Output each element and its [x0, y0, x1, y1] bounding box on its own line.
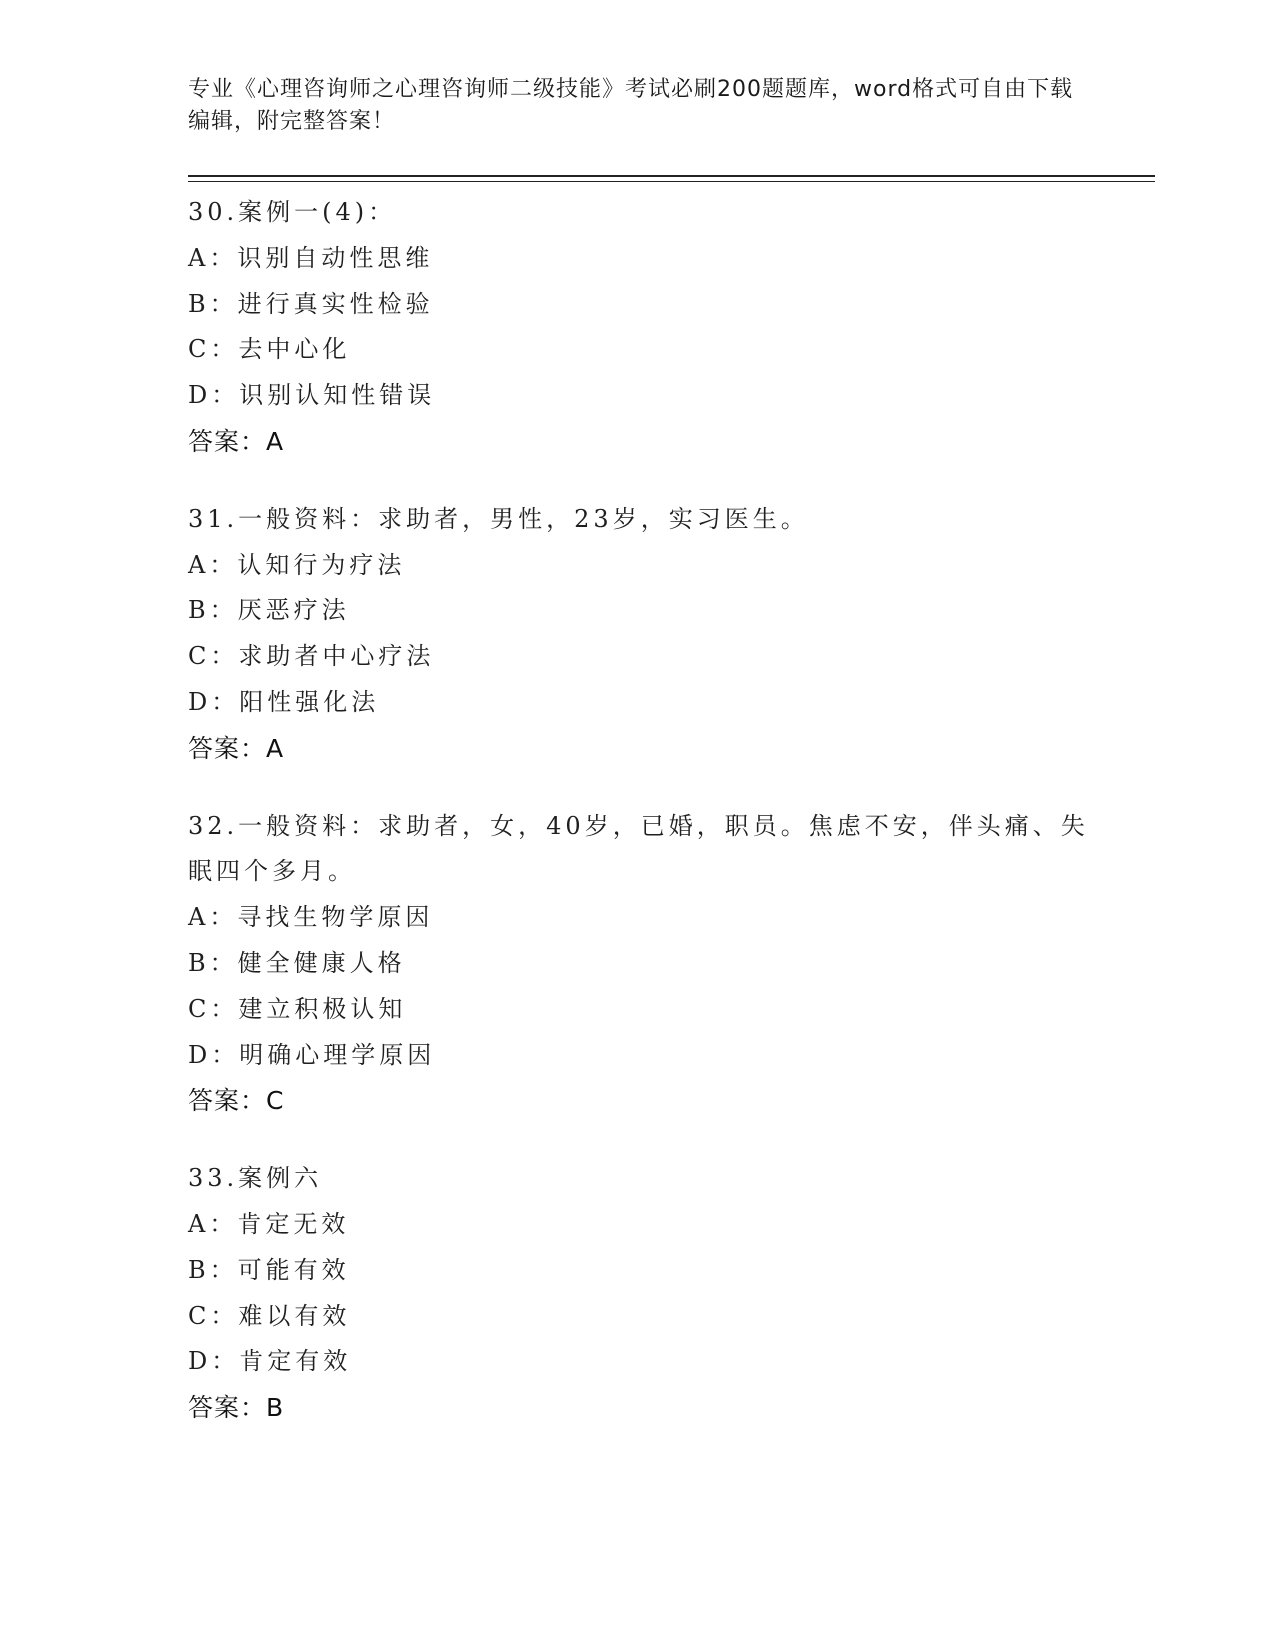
option-b: B：厌恶疗法 [188, 596, 350, 625]
question-stem: 32.一般资料：求助者，女，40岁，已婚，职员。焦虑不安，伴头痛、失眠四个多月。 [188, 811, 1089, 886]
option-a: A：识别自动性思维 [188, 243, 434, 272]
option-b: B：健全健康人格 [188, 948, 406, 977]
answer: 答案：A [188, 733, 285, 763]
option-d: D：阳性强化法 [188, 687, 380, 716]
question-stem: 30.案例一(4)： [188, 198, 397, 226]
option-a: A：寻找生物学原因 [188, 903, 434, 932]
question-32 [188, 804, 1108, 1125]
question-30 [188, 190, 1108, 465]
document-header: 专业《心理咨询师之心理咨询师二级技能》考试必刷200题题库，word格式可自由下载编辑，附完整答案！ [188, 77, 1074, 134]
option-b: B：可能有效 [188, 1255, 350, 1284]
header-divider-thin [188, 181, 1155, 182]
question-33 [188, 1156, 1108, 1431]
option-c: C：难以有效 [188, 1301, 351, 1330]
option-c: C：去中心化 [188, 335, 351, 364]
answer: 答案：B [188, 1393, 285, 1423]
option-c: C：求助者中心疗法 [188, 642, 435, 671]
header-divider-thick [188, 175, 1155, 177]
option-d: D：识别认知性错误 [188, 381, 436, 410]
answer: 答案：A [188, 426, 285, 456]
question-stem: 33.案例六 [188, 1164, 323, 1193]
option-c: C：建立积极认知 [188, 994, 407, 1023]
answer: 答案：C [188, 1086, 285, 1116]
option-b: B：进行真实性检验 [188, 289, 434, 318]
option-d: D：明确心理学原因 [188, 1040, 436, 1069]
question-list [188, 190, 1108, 1463]
option-a: A：认知行为疗法 [188, 550, 406, 579]
option-d: D：肯定有效 [188, 1347, 352, 1376]
question-31 [188, 497, 1108, 772]
question-stem: 31.一般资料：求助者，男性，23岁，实习医生。 [188, 504, 809, 533]
option-a: A：肯定无效 [188, 1209, 350, 1238]
